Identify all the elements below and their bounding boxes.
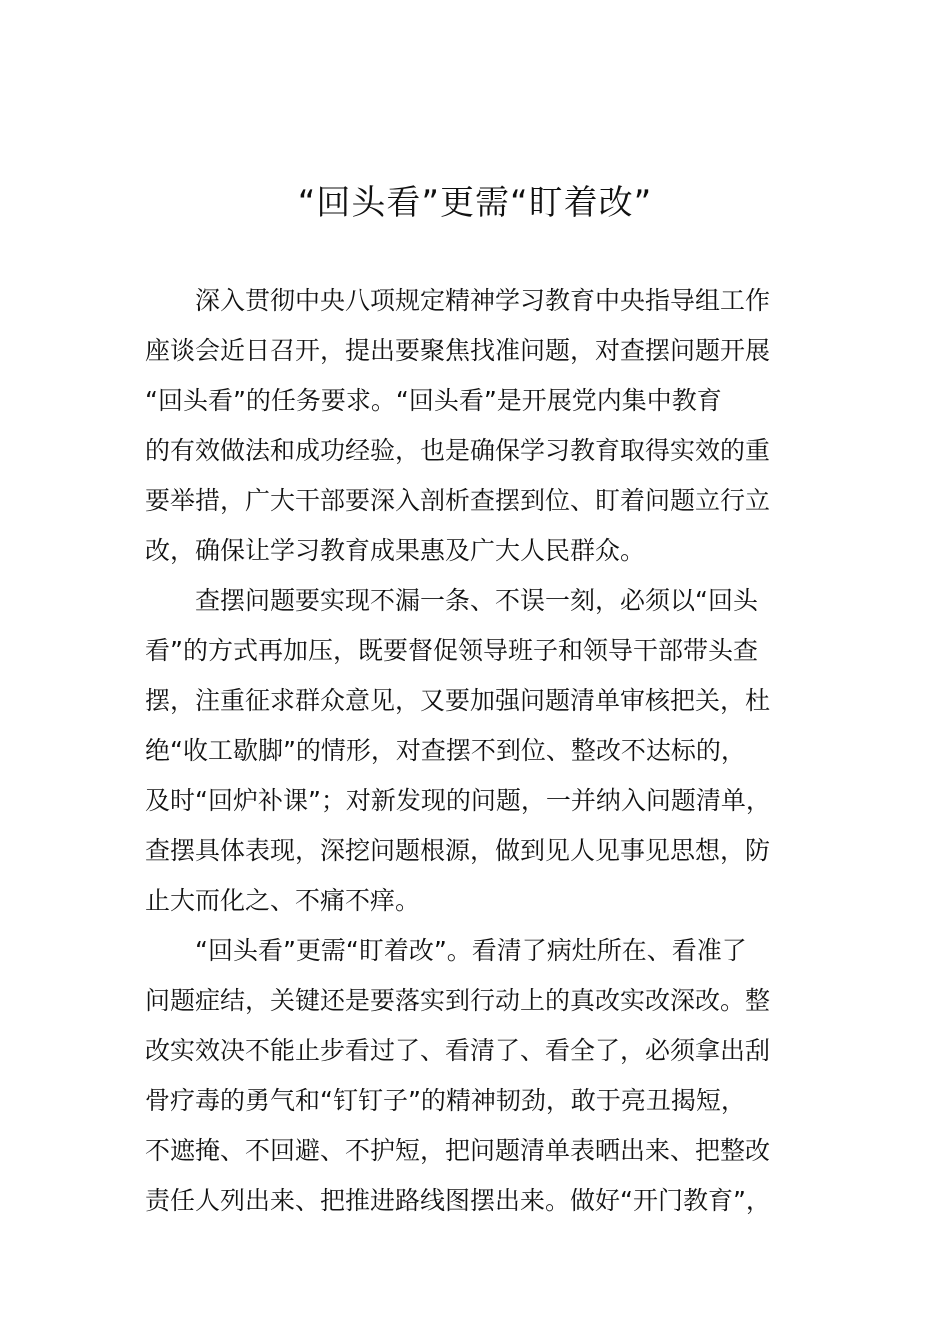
paragraph-2-line-3: 摆，注重征求群众意见，又要加强问题清单审核把关，杜 xyxy=(145,686,771,715)
paragraph-1-line-2: 座谈会近日召开，提出要聚焦找准问题，对查摆问题开展 xyxy=(145,336,771,365)
paragraph-2-line-6: 查摆具体表现，深挖问题根源，做到见人见事见思想，防 xyxy=(145,836,771,865)
paragraph-1-line-6: 改，确保让学习教育成果惠及广大人民群众。 xyxy=(145,536,646,565)
paragraph-1-line-5: 要举措，广大干部要深入剖析查摆到位、盯着问题立行立 xyxy=(145,486,771,515)
paragraph-2-line-5: 及时“回炉补课”；对新发现的问题，一并纳入问题清单， xyxy=(145,786,771,815)
paragraph-2-line-4: 绝“收工歇脚”的情形，对查摆不到位、整改不达标的， xyxy=(145,736,746,765)
paragraph-3-line-2: 问题症结，关键还是要落实到行动上的真改实改深改。整 xyxy=(145,986,771,1015)
paragraph-3-line-5: 不遮掩、不回避、不护短，把问题清单表晒出来、把整改 xyxy=(145,1136,771,1165)
paragraph-1-line-4: 的有效做法和成功经验，也是确保学习教育取得实效的重 xyxy=(145,436,771,465)
paragraph-3-line-6: 责任人列出来、把推进路线图摆出来。做好“开门教育”， xyxy=(145,1186,771,1215)
paragraph-2-line-2: 看”的方式再加压，既要督促领导班子和领导干部带头查 xyxy=(145,636,758,665)
paragraph-3-line-4: 骨疗毒的勇气和“钉钉子”的精神韧劲，敢于亮丑揭短， xyxy=(145,1086,746,1115)
paragraph-3-line-3: 改实效决不能止步看过了、看清了、看全了，必须拿出刮 xyxy=(145,1036,771,1065)
paragraph-3-line-1: “回头看”更需“盯着改”。看清了病灶所在、看准了 xyxy=(195,936,747,965)
paragraph-1-line-3: “回头看”的任务要求。“回头看”是开展党内集中教育 xyxy=(145,386,722,415)
paragraph-2-line-1: 查摆问题要实现不漏一条、不误一刻，必须以“回头 xyxy=(195,586,758,615)
document-body xyxy=(145,276,810,1226)
paragraph-1-line-1: 深入贯彻中央八项规定精神学习教育中央指导组工作 xyxy=(195,286,771,315)
document-title: “回头看”更需“盯着改” xyxy=(297,183,653,223)
paragraph-2-line-7: 止大而化之、不痛不痒。 xyxy=(145,886,421,915)
